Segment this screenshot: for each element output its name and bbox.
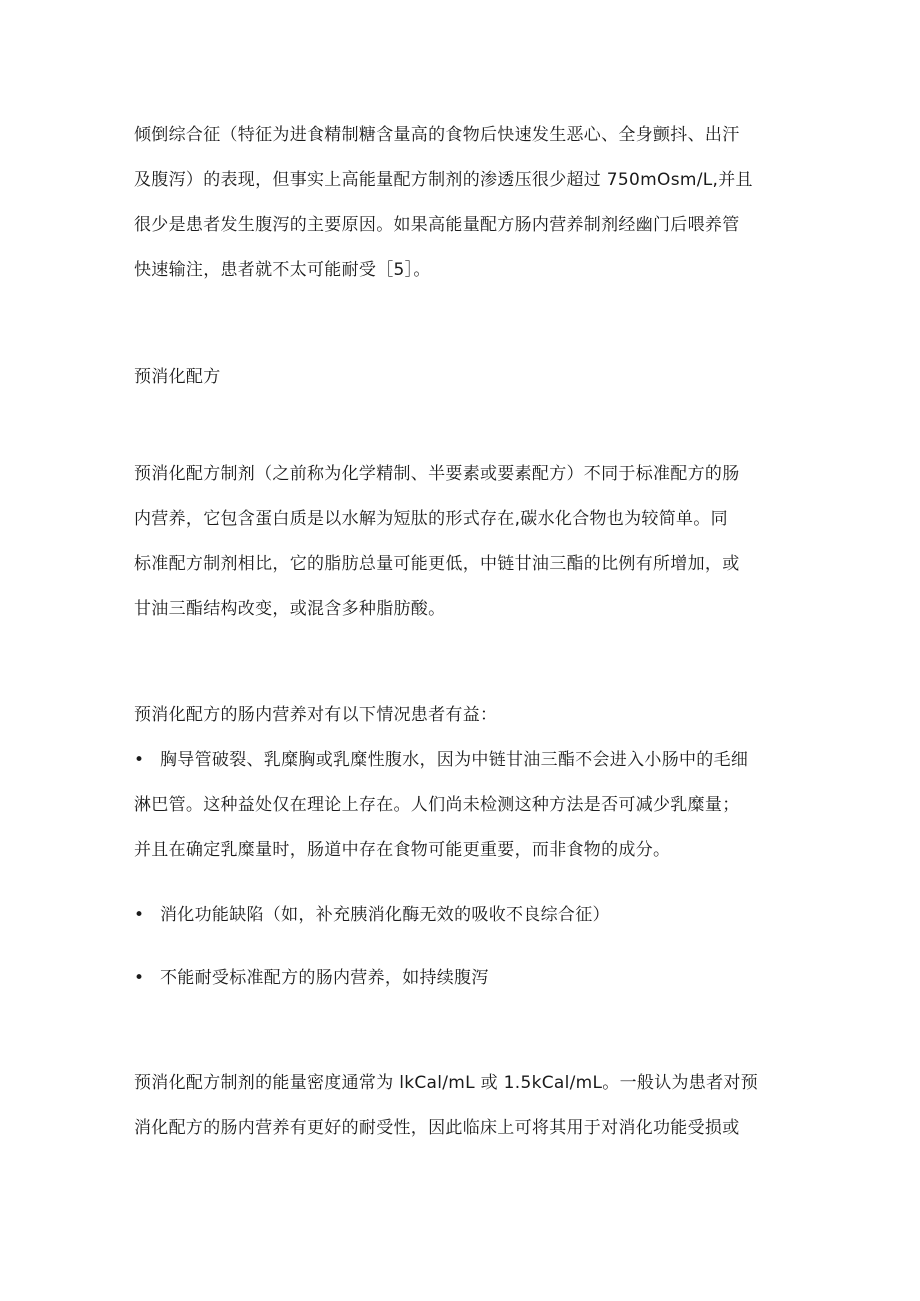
list-item-line: 并且在确定乳糜量时，肠道中存在食物可能更重要，而非食物的成分。 — [134, 840, 671, 860]
paragraph-line: 甘油三酯结构改变，或混含多种脂肪酸。 — [134, 599, 446, 619]
bullet-icon: • — [134, 968, 145, 988]
paragraph-line: 消化配方的肠内营养有更好的耐受性，因此临床上可将其用于对消化功能受损或 — [134, 1118, 740, 1138]
list-item-line: 不能耐受标准配方的肠内营养，如持续腹泻 — [160, 968, 489, 988]
bullet-icon: • — [134, 750, 145, 770]
section-heading: 预消化配方 — [134, 367, 221, 387]
paragraph-line: 标准配方制剂相比，它的脂肪总量可能更低，中链甘油三酯的比例有所增加，或 — [134, 554, 740, 574]
paragraph-line: 预消化配方制剂的能量密度通常为 lkCal/mL 或 1.5kCal/mL。一般认为患者对预 — [134, 1073, 758, 1093]
paragraph-line: 及腹泻）的表现，但事实上高能量配方制剂的渗透压很少超过 750mOsm/L,并且 — [134, 170, 753, 190]
list-item-line: 胸导管破裂、乳糜胸或乳糜性腹水，因为中链甘油三酯不会进入小肠中的毛细 — [160, 750, 749, 770]
bullet-icon: • — [134, 905, 145, 925]
list-intro: 预消化配方的肠内营养对有以下情况患者有益： — [134, 705, 498, 725]
list-item-line: 消化功能缺陷（如，补充胰消化酶无效的吸收不良综合征） — [160, 905, 610, 925]
paragraph-line: 倾倒综合征（特征为进食精制糖含量高的食物后快速发生恶心、全身颤抖、出汗 — [134, 125, 740, 145]
paragraph-line: 很少是患者发生腹泻的主要原因。如果高能量配方肠内营养制剂经幽门后喂养管 — [134, 215, 740, 235]
paragraph-line: 内营养，它包含蛋白质是以水解为短肽的形式存在,碳水化合物也为较简单。同 — [134, 509, 728, 529]
list-item-line: 淋巴管。这种益处仅在理论上存在。人们尚未检测这种方法是否可减少乳糜量； — [134, 795, 740, 815]
paragraph-line: 预消化配方制剂（之前称为化学精制、半要素或要素配方）不同于标准配方的肠 — [134, 464, 740, 484]
paragraph-line: 快速输注，患者就不太可能耐受［5］。 — [134, 260, 431, 280]
